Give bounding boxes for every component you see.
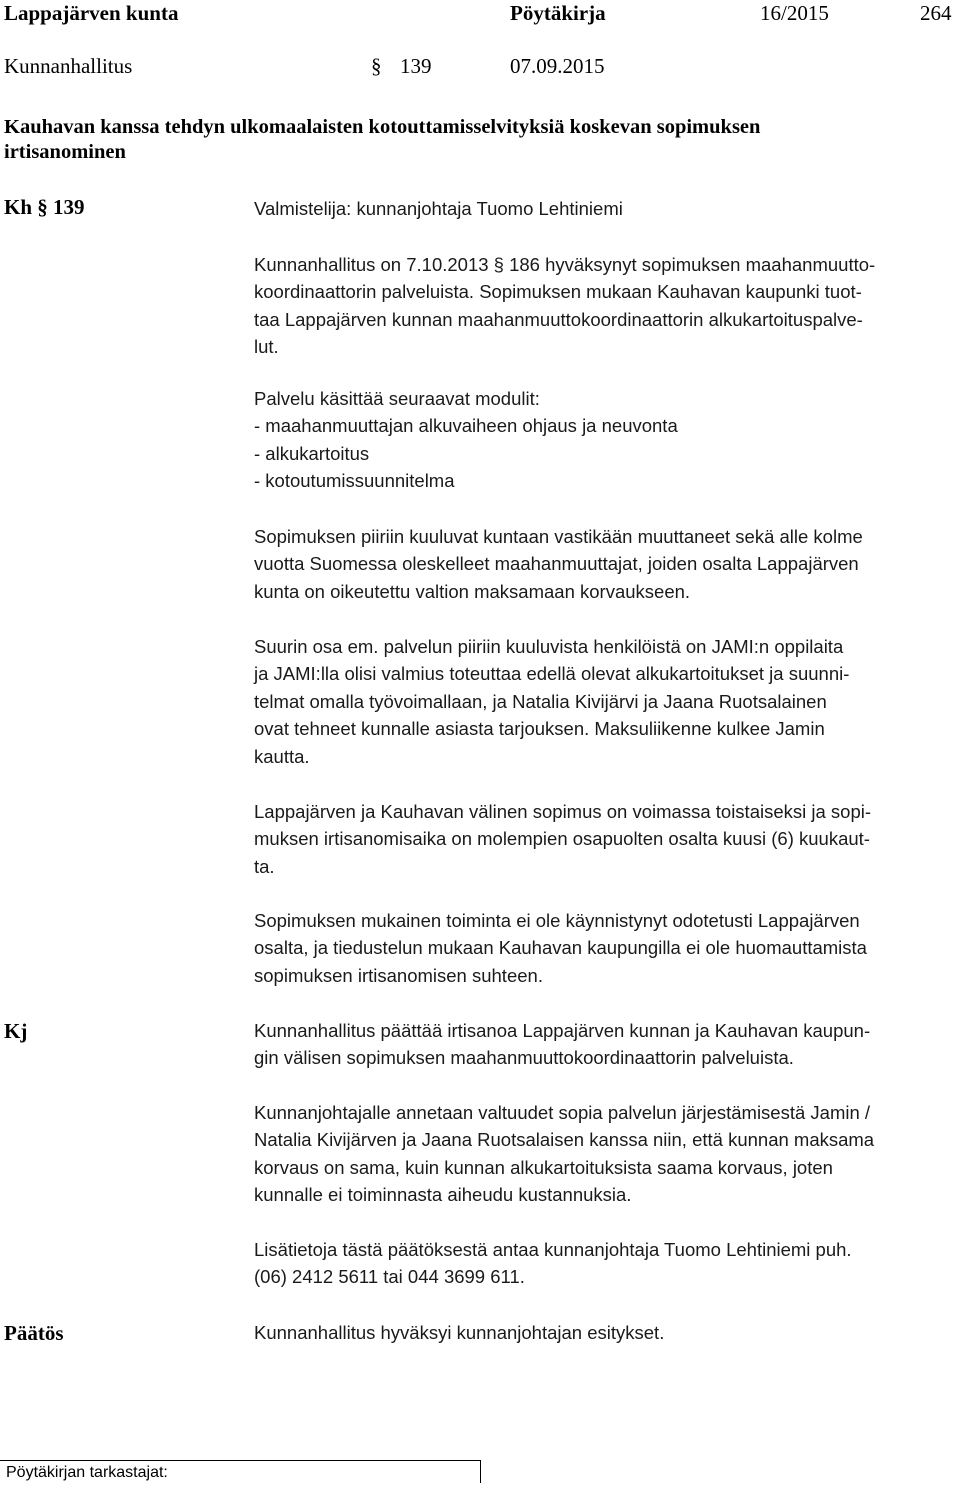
paragraph-line: Sopimuksen mukainen toiminta ei ole käynnistynyt odotetusti Lappajärven — [254, 910, 860, 931]
paragraph-previous-decision — [254, 251, 875, 361]
paragraph-line: ta. — [254, 855, 275, 877]
paragraph-line: sopimuksen irtisanomisen suhteen. — [254, 964, 543, 986]
paragraph-line: kautta. — [254, 745, 310, 767]
inspectors-label: Pöytäkirjan tarkastajat: — [6, 1464, 168, 1481]
meeting-date: 07.09.2015 — [510, 54, 605, 78]
paragraph-line: ja JAMI:lla olisi valmius toteuttaa edellä olevat alkukartoitukset ja suunni- — [254, 663, 850, 685]
document-type: Pöytäkirja — [510, 1, 606, 25]
decision-text: Kunnanhallitus hyväksyi kunnanjohtajan esitykset. — [254, 1322, 665, 1343]
paragraph-line: kunta on oikeutettu valtion maksamaan korvaukseen. — [254, 580, 691, 602]
paragraph-line: Palvelu käsittää seuraavat modulit: — [254, 388, 540, 409]
paragraph-line: Kunnanhallitus on 7.10.2013 § 186 hyväksynyt sopimuksen maahanmuutto- — [254, 254, 876, 275]
paragraph-line: Kunnanjohtajalle annetaan valtuudet sopia palvelun järjestämisestä Jamin / — [254, 1102, 871, 1123]
paragraph-line: ovat tehneet kunnalle asiasta tarjouksen. Maksuliikenne kulkee Jamin — [254, 718, 825, 740]
paragraph-line: lut. — [254, 336, 279, 358]
paragraph-jami — [254, 633, 849, 770]
paragraph-line: taa Lappajärven kunnan maahanmuuttokoordinaattorin alkukartoituspalve- — [254, 308, 863, 330]
paragraph-status — [254, 907, 867, 989]
agenda-title-line-2: irtisanominen — [4, 141, 126, 163]
organization-name: Lappajärven kunta — [4, 1, 179, 25]
list-item: - maahanmuuttajan alkuvaiheen ohjaus ja neuvonta — [254, 415, 678, 437]
paragraph-line: osalta, ja tiedustelun mukaan Kauhavan kaupungilla ei ole huomauttamista — [254, 937, 867, 959]
paragraph-service-modules — [254, 385, 678, 495]
paragraph-line: koordinaattorin palveluista. Sopimuksen mukaan Kauhavan kaupunki tuot- — [254, 281, 862, 303]
paragraph-line: kunnalle ei toiminnasta aiheudu kustannuksia. — [254, 1184, 632, 1206]
paragraph-line: Kunnanhallitus päättää irtisanoa Lappajärven kunnan ja Kauhavan kaupun- — [254, 1020, 871, 1041]
page-number: 264 — [920, 1, 952, 25]
paragraph-line: korvaus on sama, kuin kunnan alkukartoituksista saama korvaus, joten — [254, 1156, 833, 1178]
kj-paragraph-proposal — [254, 1017, 870, 1072]
paragraph-line: muksen irtisanomisaika on molempien osapuolten osalta kuusi (6) kuukaut- — [254, 828, 870, 850]
paragraph-line: vuotta Suomessa oleskelleet maahanmuuttajat, joiden osalta Lappajärven — [254, 553, 859, 575]
paragraph-line: telmat omalla työvoimallaan, ja Natalia Kivijärvi ja Jaana Ruotsalainen — [254, 690, 827, 712]
inspectors-signature-box — [0, 1460, 481, 1483]
paragraph-line: Sopimuksen piiriin kuuluvat kuntaan vastikään muuttaneet sekä alle kolme — [254, 526, 863, 547]
paragraph-contract-term — [254, 798, 871, 880]
list-item: - kotoutumissuunnitelma — [254, 470, 455, 492]
decision-paragraph — [254, 1319, 664, 1346]
kj-paragraph-contact — [254, 1236, 852, 1291]
list-item: - alkukartoitus — [254, 442, 370, 464]
board-name: Kunnanhallitus — [4, 54, 133, 78]
paragraph-line: Suurin osa em. palvelun piiriin kuuluvista henkilöistä on JAMI:n oppilaita — [254, 636, 844, 657]
kh-label-prefix: Kh — [4, 195, 33, 219]
section-number: 139 — [400, 54, 432, 78]
kh-label — [4, 195, 85, 220]
kj-label: Kj — [4, 1019, 28, 1043]
kj-paragraph-authorization — [254, 1099, 874, 1209]
preparer-line — [254, 195, 623, 222]
paragraph-line: gin välisen sopimuksen maahanmuuttokoordinaattorin palveluista. — [254, 1047, 794, 1069]
section-mark: § — [371, 54, 382, 78]
issue-number: 16/2015 — [760, 1, 829, 25]
paragraph-line: Natalia Kivijärven ja Jaana Ruotsalaisen kanssa niin, että kunnan maksama — [254, 1129, 875, 1151]
paragraph-line: Lappajärven ja Kauhavan välinen sopimus on voimassa toistaiseksi ja sopi- — [254, 801, 872, 822]
kh-number: 139 — [53, 195, 85, 219]
decision-label: Päätös — [4, 1321, 64, 1345]
agenda-title-line-1: Kauhavan kanssa tehdyn ulkomaalaisten kotouttamisselvityksiä koskevan sopimuksen — [4, 116, 761, 138]
paragraph-line: Lisätietoja tästä päätöksestä antaa kunnanjohtaja Tuomo Lehtiniemi puh. — [254, 1239, 852, 1260]
preparer-text: Valmistelija: kunnanjohtaja Tuomo Lehtiniemi — [254, 198, 623, 219]
kh-section-mark: § — [37, 195, 48, 219]
paragraph-scope — [254, 523, 863, 605]
paragraph-line: (06) 2412 5611 tai 044 3699 611. — [254, 1266, 525, 1288]
